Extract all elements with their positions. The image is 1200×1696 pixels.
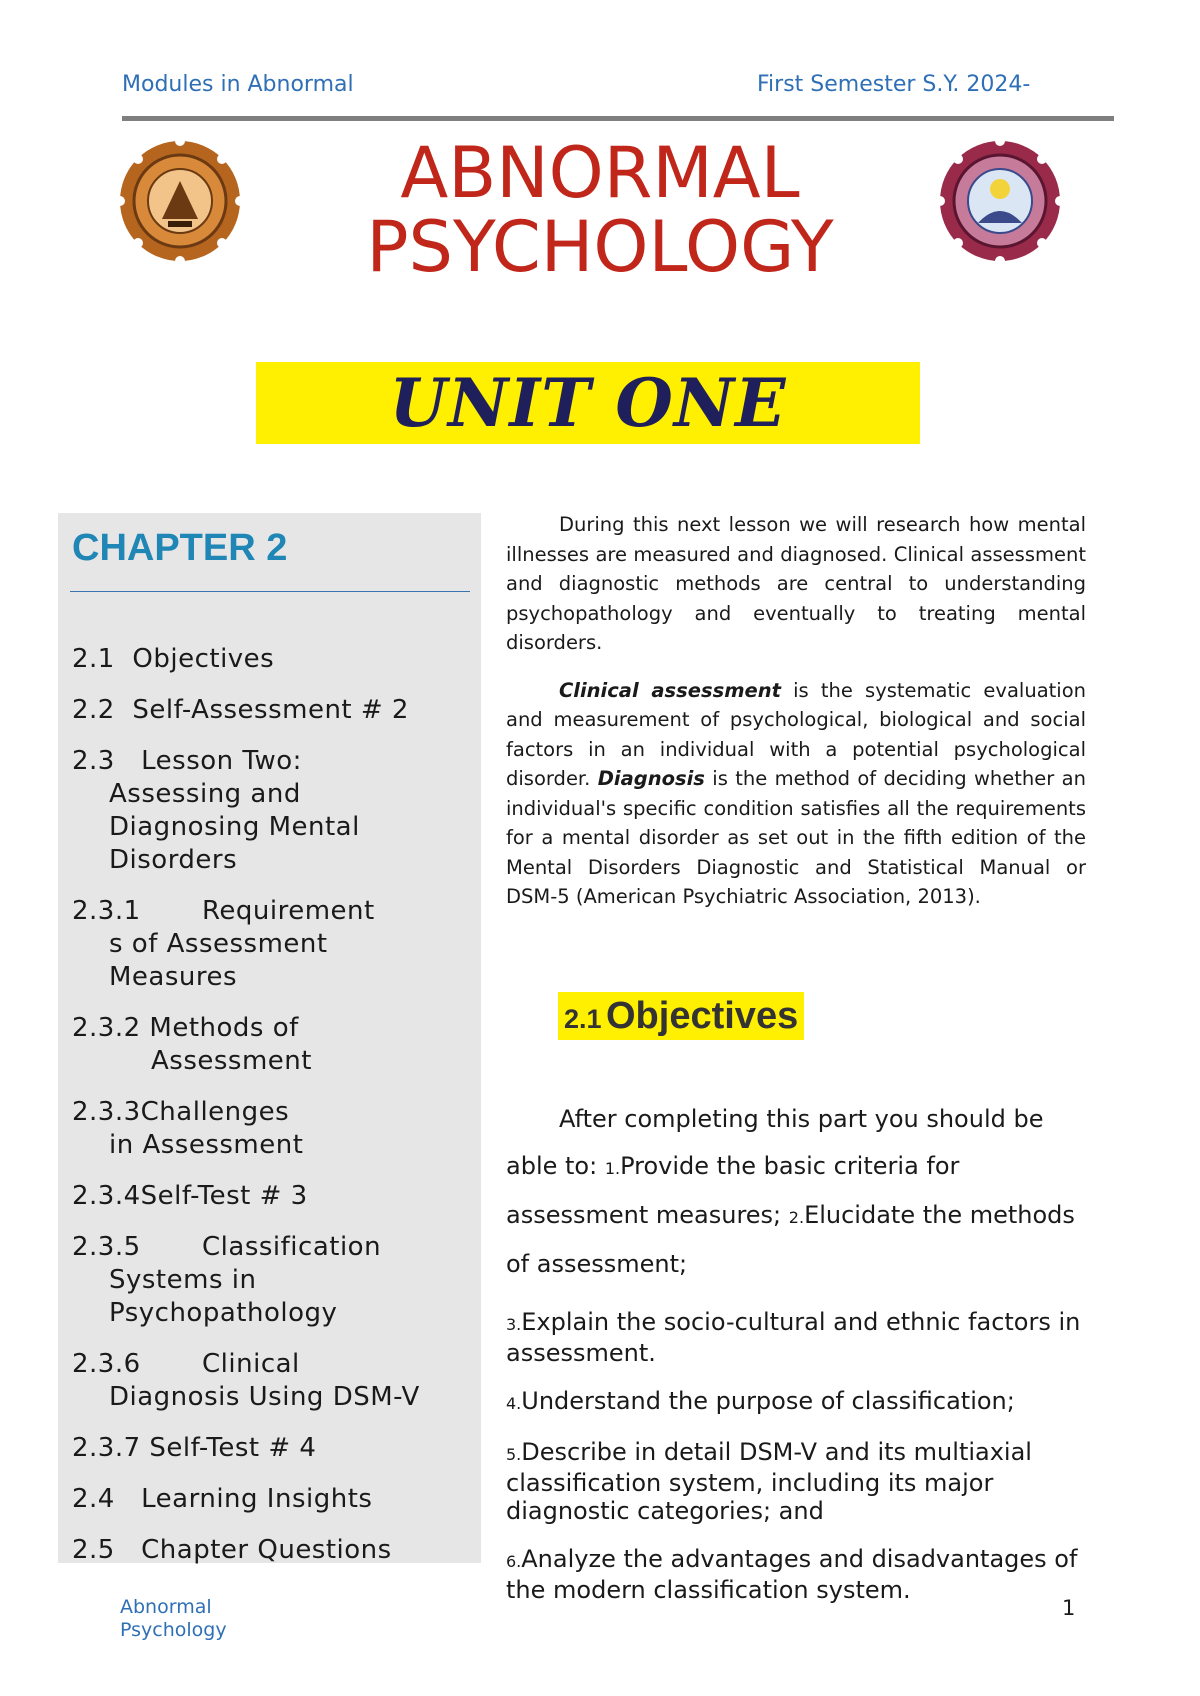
chapter-heading: CHAPTER 2: [72, 527, 288, 569]
term-clinical-assessment: Clinical assessment: [559, 678, 781, 702]
objective-item: Elucidate the methods of assessment;: [506, 1201, 1075, 1278]
chapter-sidebar: [58, 513, 481, 1563]
table-of-contents: [72, 643, 472, 1585]
toc-item: 2.3.2 Methods of Assessment: [72, 1013, 312, 1076]
toc-item: 2.3 Lesson Two: Assessing and Diagnosing Mental Disorders: [72, 746, 360, 875]
objectives-number: 2.1: [564, 1004, 602, 1034]
objective-item: 4.Understand the purpose of classification;: [506, 1387, 1015, 1415]
objectives-title: Objectives: [606, 995, 799, 1037]
header-semester: First Semester S.Y. 2024-: [757, 72, 1031, 97]
college-seal-icon: [938, 139, 1062, 263]
toc-item: 2.3.5 Classification Systems in Psychopathology: [72, 1232, 382, 1328]
toc-item: 2.3.7 Self-Test # 4: [72, 1433, 317, 1463]
objective-item: Provide the basic criteria for assessment measures;: [506, 1152, 960, 1229]
toc-item: 2.3.3Challenges in Assessment: [72, 1097, 304, 1160]
unit-label: UNIT ONE: [389, 364, 787, 442]
objectives-list: [506, 1096, 1086, 1604]
toc-item: 2.4 Learning Insights: [72, 1484, 373, 1514]
header-rule: [122, 116, 1114, 121]
title-line-1: ABNORMAL: [400, 132, 800, 214]
objective-item: 3.Explain the socio-cultural and ethnic factors in assessment.: [506, 1308, 1081, 1367]
objectives-heading: [558, 992, 804, 1040]
definition-paragraph: Clinical assessment is the systematic evaluation and measurement of psychological, biological and social factors in an individual with a potential psychological disorder. Diagnosis is the method of deciding whether an individual's specific condition satisfies all the requirements for a mental disorder as set out in the fifth edition of the Mental Disorders Diagnostic and Statistical Manual or DSM-5 (American Psychiatric Association, 2013).: [506, 678, 1087, 908]
header-module-title: Modules in Abnormal: [122, 72, 354, 97]
toc-item: 2.3.1 Requirement s of Assessment Measures: [72, 896, 375, 992]
footer-title-cut: Psychology: [120, 1619, 227, 1641]
objectives-intro: After completing this part you should be able to: 1.Provide the basic criteria for assessment measures; 2.Elucidate the methods of assessment;: [506, 1105, 1075, 1278]
objective-item: 5.Describe in detail DSM-V and its multiaxial classification system, including its major diagnostic categories; and: [506, 1438, 1032, 1525]
intro-paragraph: During this next lesson we will research how mental illnesses are measured and diagnosed. Clinical assessment and diagnostic methods are central to understanding psychopathology and eventually to treating mental disorders.: [506, 513, 1086, 654]
toc-item: 2.3.6 Clinical Diagnosis Using DSM-V: [72, 1349, 420, 1412]
objective-item: 6.Analyze the advantages and disadvantages of the modern classification system.: [506, 1545, 1078, 1604]
title-line-2: PSYCHOLOGY: [366, 206, 834, 288]
page-number: 1: [1062, 1596, 1076, 1620]
toc-item: 2.2 Self-Assessment # 2: [72, 695, 409, 725]
term-diagnosis: Diagnosis: [597, 767, 705, 790]
university-seal-icon: [118, 139, 242, 263]
toc-item: 2.1 Objectives: [72, 644, 275, 674]
document-title: [280, 132, 920, 288]
chapter-rule: [70, 591, 470, 592]
intro-text: [506, 510, 1086, 912]
footer-title: Abnormal: [120, 1596, 212, 1618]
toc-item: 2.5 Chapter Questions: [72, 1535, 392, 1565]
toc-item: 2.3.4Self-Test # 3: [72, 1181, 308, 1211]
